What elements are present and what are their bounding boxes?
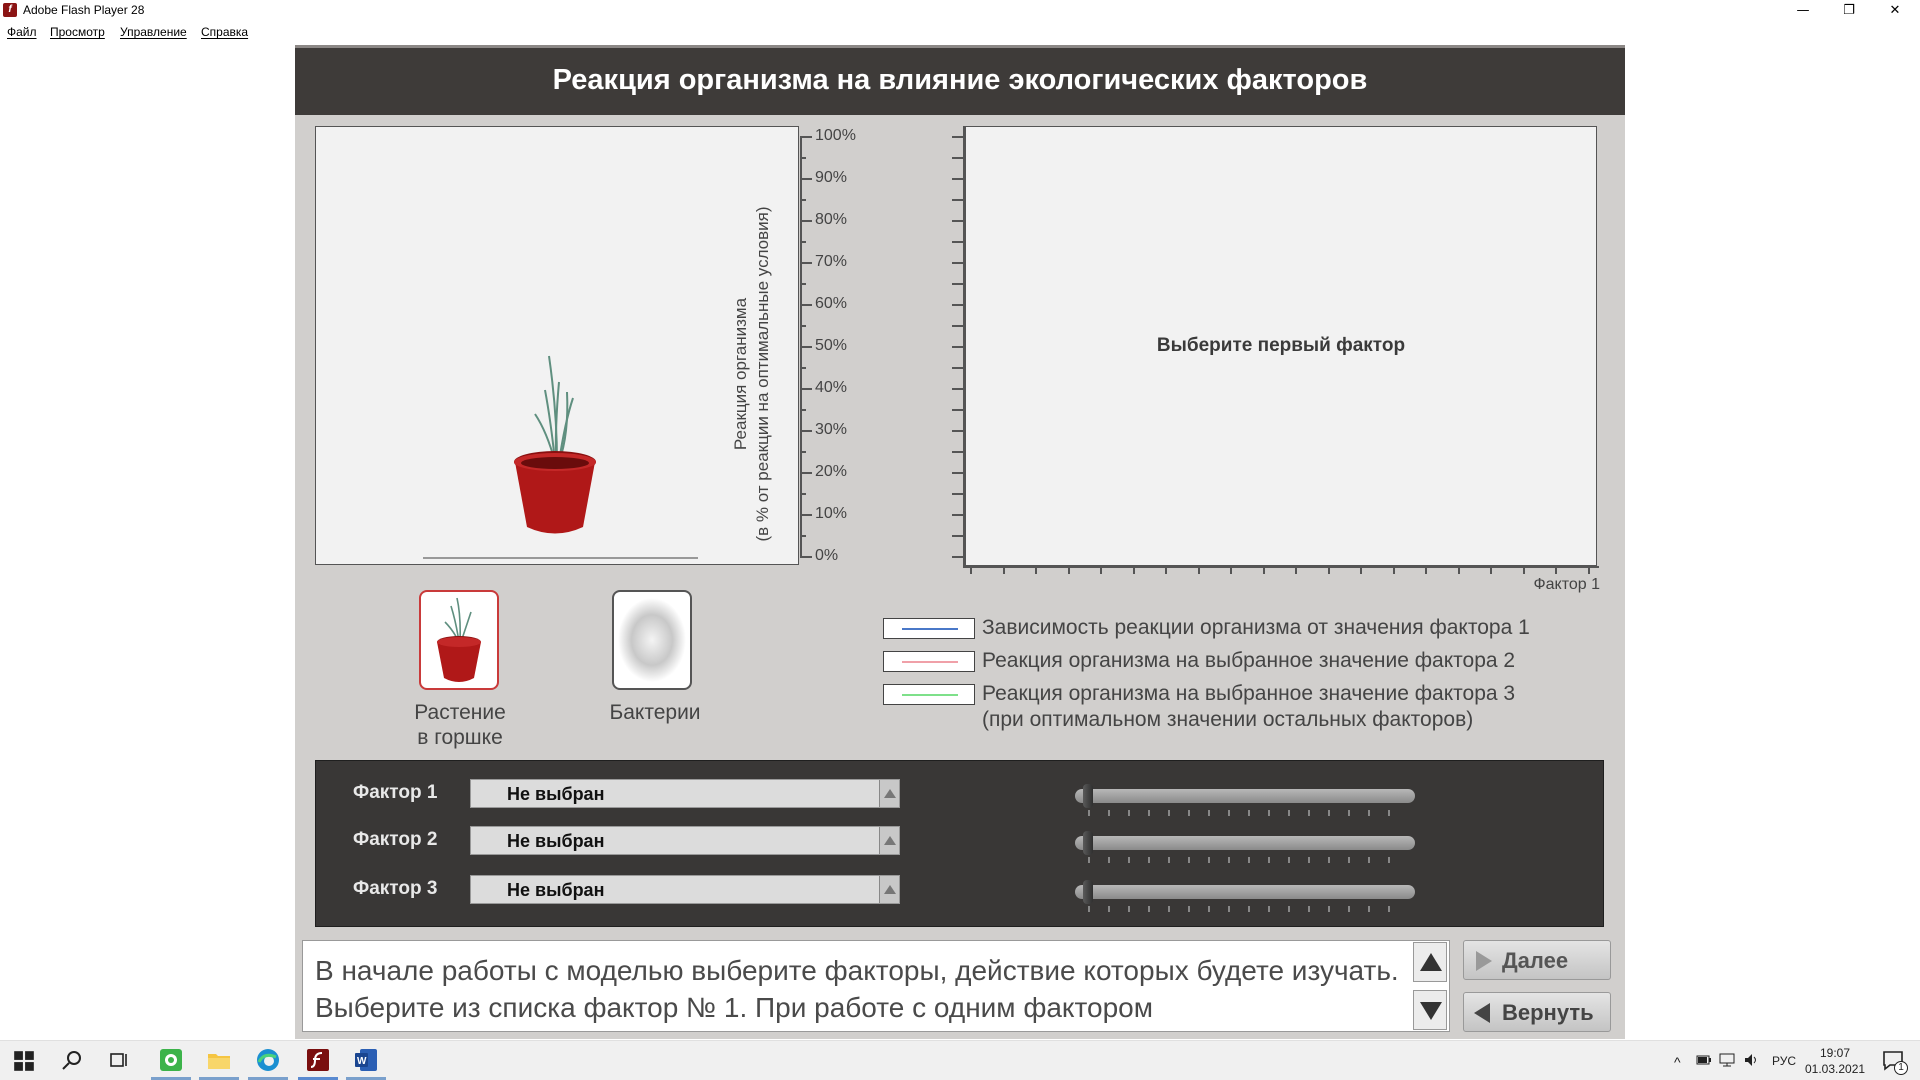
notification-count-badge: 1 [1894, 1061, 1908, 1075]
potted-plant-image [505, 352, 605, 540]
left-axis-tick-label: 90% [815, 169, 848, 186]
graph-y-tick [952, 304, 964, 306]
flash-player-taskbar-icon[interactable] [306, 1048, 330, 1072]
graph-y-tick [952, 157, 964, 159]
factor3-slider-handle[interactable] [1083, 880, 1093, 904]
factor1-value: Не выбран [507, 784, 605, 804]
organism-plant-card[interactable] [419, 590, 499, 690]
graph-y-tick [952, 325, 964, 327]
file-explorer-icon[interactable] [207, 1048, 231, 1072]
search-icon[interactable] [60, 1048, 84, 1072]
factor3-select[interactable] [470, 875, 900, 904]
left-axis-minor-tick [800, 535, 806, 537]
ground-line [423, 557, 698, 559]
graph-x-tick [1133, 566, 1135, 574]
task-view-icon[interactable] [107, 1048, 131, 1072]
windows-start-icon[interactable] [12, 1049, 36, 1073]
clock[interactable] [1805, 1045, 1865, 1077]
restore-button[interactable]: ❐ [1843, 3, 1855, 18]
graph-x-tick [1035, 566, 1037, 574]
legend-text-factor1: Зависимость реакции организма от значения фактора 1 [982, 616, 1530, 639]
factor2-label: Фактор 2 [353, 829, 438, 850]
factor2-slider[interactable] [1075, 836, 1415, 850]
graph-y-tick [952, 283, 964, 285]
menu-bar [0, 22, 1920, 42]
graph-x-tick [1458, 566, 1460, 574]
window-title: Adobe Flash Player 28 [23, 3, 145, 17]
menu-view[interactable]: Просмотр [50, 25, 105, 39]
factor2-slider-ticks [1088, 857, 1408, 863]
factor1-dropdown-icon[interactable] [879, 780, 899, 807]
left-axis-major-tick [800, 262, 812, 264]
y-title-line1: Реакция организма [731, 297, 750, 451]
left-axis-minor-tick [800, 451, 806, 453]
factor3-dropdown-icon[interactable] [879, 876, 899, 903]
factor1-slider[interactable] [1075, 789, 1415, 803]
left-axis-minor-tick [800, 493, 806, 495]
graph-y-tick [952, 136, 964, 138]
left-axis-major-tick [800, 472, 812, 474]
left-axis-tick-label: 20% [815, 463, 848, 480]
left-axis-major-tick [800, 304, 812, 306]
graph-x-tick [1360, 566, 1362, 574]
graph-y-tick [952, 535, 964, 537]
graph-x-tick [1100, 566, 1102, 574]
language-indicator[interactable]: РУС [1772, 1054, 1797, 1068]
factor1-slider-handle[interactable] [1083, 784, 1093, 808]
clock-time: 19:07 [1819, 1046, 1851, 1060]
left-axis-tick-label: 10% [815, 505, 848, 522]
factor1-select[interactable] [470, 779, 900, 808]
instructions-scroll-down-button[interactable] [1413, 990, 1447, 1030]
network-icon[interactable] [1718, 1052, 1736, 1068]
organism-bacteria-card[interactable] [612, 590, 692, 690]
organism-plant-label: Растение в горшке [414, 701, 506, 749]
legend-swatch-factor2 [883, 651, 975, 672]
left-axis-minor-tick [800, 199, 806, 201]
left-axis-tick-label: 80% [815, 211, 848, 228]
clock-date: 01.03.2021 [1805, 1062, 1866, 1076]
graph-x-tick [1165, 566, 1167, 574]
factor2-value: Не выбран [507, 831, 605, 851]
graph-x-tick [1263, 566, 1265, 574]
graph-x-tick [1003, 566, 1005, 574]
left-axis-tick-label: 30% [815, 421, 848, 438]
factor3-label: Фактор 3 [353, 878, 438, 899]
graph-x-tick [1523, 566, 1525, 574]
left-axis-minor-tick [800, 283, 806, 285]
graph-y-tick [952, 430, 964, 432]
left-axis-minor-tick [800, 157, 806, 159]
left-axis-tick-label: 70% [815, 253, 848, 270]
graph-y-tick [952, 346, 964, 348]
battery-icon[interactable] [1696, 1053, 1712, 1067]
next-button-label: Далее [1502, 948, 1569, 973]
bacteria-thumbnail-icon [614, 592, 690, 688]
graph-x-tick [1328, 566, 1330, 574]
left-axis-major-tick [800, 514, 812, 516]
graph-message: Выберите первый фактор [1156, 335, 1406, 356]
factor2-slider-handle[interactable] [1083, 831, 1093, 855]
graph-x-tick [1555, 566, 1557, 574]
left-axis-major-tick [800, 178, 812, 180]
flash-icon: f [3, 3, 17, 17]
left-axis-minor-tick [800, 409, 806, 411]
y-title-line2: (в % от реакции на оптимальные условия) [753, 206, 772, 542]
legend-text-factor3: Реакция организма на выбранное значение фактора 3 (при оптимальном значении остальных факторов) [982, 682, 1516, 731]
left-axis-minor-tick [800, 367, 806, 369]
volume-icon[interactable] [1743, 1052, 1761, 1068]
graph-x-tick [1068, 566, 1070, 574]
graph-y-tick [952, 262, 964, 264]
factor1-slider-ticks [1088, 810, 1408, 816]
back-button-label: Вернуть [1502, 1000, 1594, 1025]
factor3-slider[interactable] [1075, 885, 1415, 899]
graph-x-tick [1425, 566, 1427, 574]
graph-y-tick [952, 451, 964, 453]
graph-x-axis-label: Фактор 1 [1533, 576, 1600, 593]
factor3-slider-ticks [1088, 906, 1408, 912]
minimize-button[interactable]: — [1796, 3, 1810, 18]
graph-y-axis-title [730, 164, 774, 584]
back-arrow-icon [1474, 1003, 1490, 1023]
left-axis-tick-label: 50% [815, 337, 848, 354]
graph-y-tick [952, 241, 964, 243]
left-axis-major-tick [800, 220, 812, 222]
play-icon [1476, 951, 1492, 971]
window-titlebar [0, 0, 1920, 21]
next-button[interactable] [1463, 940, 1611, 980]
close-button[interactable]: ✕ [1889, 3, 1901, 18]
left-axis-tick-label: 0% [815, 547, 839, 564]
graph-x-tick [1198, 566, 1200, 574]
taskbar [0, 1040, 1920, 1080]
graph-y-tick [952, 514, 964, 516]
graph-y-tick [952, 493, 964, 495]
legend-swatch-factor1 [883, 618, 975, 639]
tray-overflow-chevron-icon[interactable]: ^ [1674, 1054, 1681, 1070]
graph-x-tick [1490, 566, 1492, 574]
back-button[interactable] [1463, 992, 1611, 1032]
left-axis-major-tick [800, 556, 812, 558]
edge-browser-icon[interactable] [256, 1048, 280, 1072]
left-axis-tick-label: 100% [815, 127, 856, 144]
factor2-dropdown-icon[interactable] [879, 827, 899, 854]
graph-y-tick [952, 199, 964, 201]
graph-x-tick [1588, 566, 1590, 574]
factor3-value: Не выбран [507, 880, 605, 900]
graph-x-tick [1230, 566, 1232, 574]
left-axis-minor-tick [800, 241, 806, 243]
factor1-label: Фактор 1 [353, 782, 438, 803]
graph-x-tick [970, 566, 972, 574]
menu-file[interactable]: Файл [7, 25, 37, 39]
plant-thumbnail-icon [421, 592, 497, 688]
graph-x-tick [1393, 566, 1395, 574]
graph-y-tick [952, 409, 964, 411]
legend-text-factor2: Реакция организма на выбранное значение фактора 2 [982, 649, 1516, 672]
instructions-text: В начале работы с моделью выберите факторы, действие которых будете изучать. Выберите из списка фактор № 1. При работе с одним фактором [315, 955, 1399, 1023]
left-axis-tick-label: 40% [815, 379, 848, 396]
graph-y-tick [952, 367, 964, 369]
left-axis-major-tick [800, 388, 812, 390]
legend-swatch-factor3 [883, 684, 975, 705]
graph-x-axis [963, 566, 1599, 568]
graph-y-tick [952, 556, 964, 558]
graph-y-tick [952, 220, 964, 222]
menu-control[interactable]: Управление [120, 25, 187, 39]
organism-bacteria-label: Бактерии [609, 701, 701, 724]
left-axis-major-tick [800, 346, 812, 348]
factor2-select[interactable] [470, 826, 900, 855]
graph-y-tick [952, 178, 964, 180]
menu-help[interactable]: Справка [201, 25, 249, 39]
app-title: Реакция организма на влияние экологических факторов [552, 64, 1368, 96]
left-axis-tick-label: 60% [815, 295, 848, 312]
left-axis-minor-tick [800, 325, 806, 327]
instructions-scroll-up-button[interactable] [1413, 942, 1447, 982]
graph-x-tick [1295, 566, 1297, 574]
graph-y-tick [952, 388, 964, 390]
word-app-icon[interactable] [354, 1048, 378, 1072]
left-axis-major-tick [800, 430, 812, 432]
graph-y-tick [952, 472, 964, 474]
messenger-app-icon[interactable] [159, 1048, 183, 1072]
svg-text:W: W [357, 1056, 367, 1067]
left-axis-major-tick [800, 136, 812, 138]
